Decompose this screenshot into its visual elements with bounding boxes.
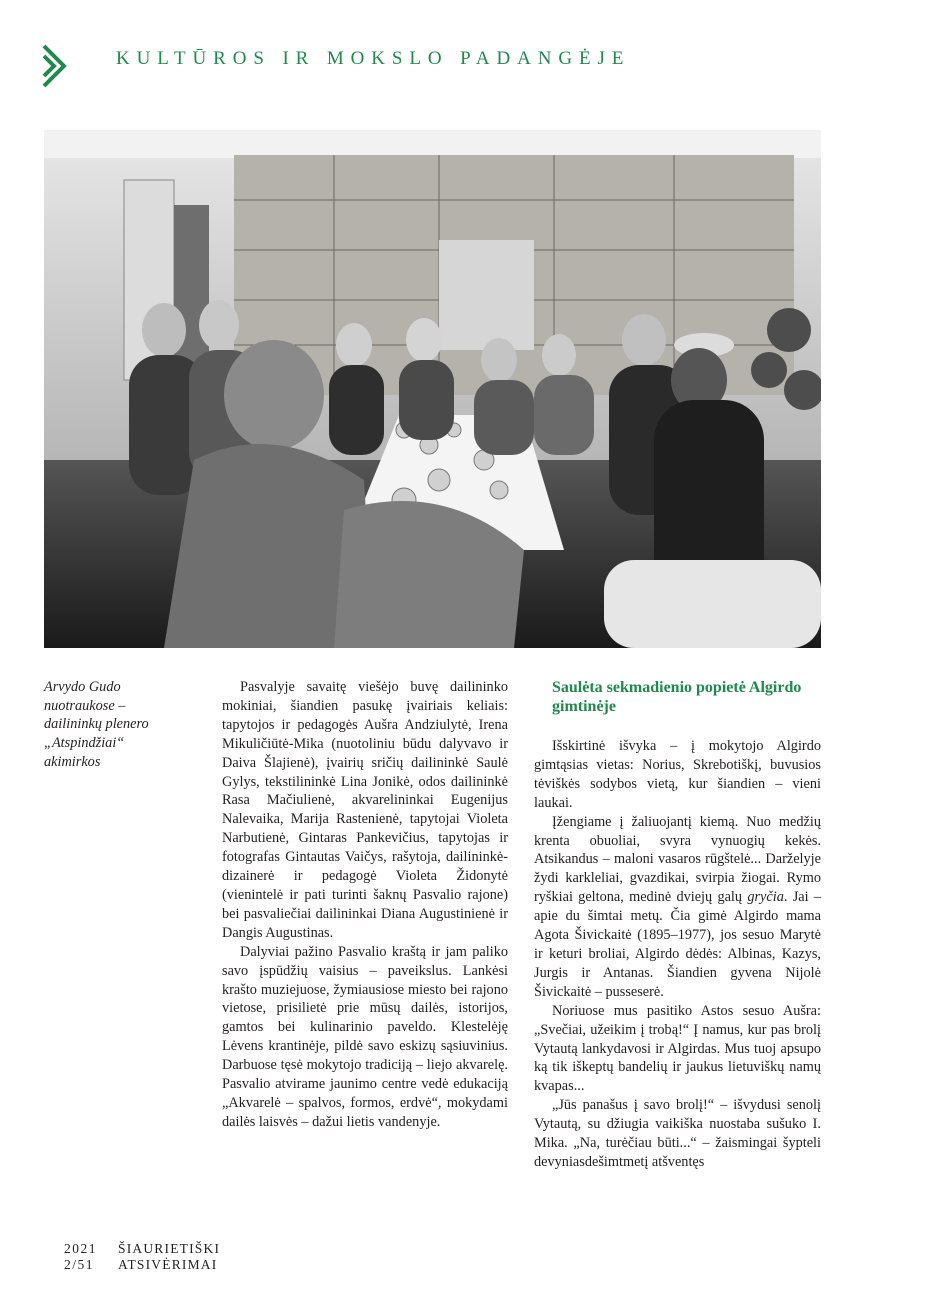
year: 2021 (64, 1241, 97, 1256)
caption-line: akimirkos (44, 753, 101, 770)
paragraph (534, 813, 821, 1002)
paragraph: „Jūs panašus į savo brolį!“ – išvydusi senolį Vytautą, su džiugia vaikiška nuostaba sušuko I. Mika. „Na, turėčiau būti...“ – žaismingai šypteli devyniasdešimtmetį atšventęs (534, 1097, 821, 1170)
article-column-2 (534, 737, 821, 1172)
caption-line: nuotraukose – (44, 697, 126, 714)
publication-name (118, 1241, 220, 1273)
paragraph: Išskirtinė išvyka – į mokytojo Algirdo gimtąsias vietas: Norius, Skrebotiškį, buvusios tėviškės sodybos vietą, kur šiandien – vieni laukai. (534, 738, 821, 811)
paragraph-text: Įžengiame į žaliuojantį kiemą. Nuo medžių krenta obuoliai, svyra vynuogių kekės. Atsikandus – maloni vasaros rūgštelė... Darželyje žydi karkleliai, gvazdikai, svirpia žiogai. Rymo ryškiai geltona, medinė dviejų galų (534, 813, 821, 906)
italic-term: gryčia (747, 889, 784, 906)
caption-line: dailininkų plenero (44, 716, 149, 733)
group-photo-image (44, 130, 821, 648)
paragraph-text: . Jai – apie du šimtai metų. Čia gimė Algirdo mama Agota Šivickaitė (1895–1977), jos sesuo Marytė ir keturi broliai, Algirdo dėdės: Albinas, Kazys, Jurgis ir Antanas. Šiandien gyvena Nijolė Šivickaitė – pusseserė. (534, 889, 821, 1000)
issue-number (64, 1241, 112, 1273)
caption-line: Arvydo Gudo (44, 679, 121, 695)
group-photo (44, 130, 821, 648)
article-column-1 (222, 678, 508, 1132)
caption-line: „Atspindžiai“ (44, 735, 125, 752)
publication-line: ATSIVĖRIMAI (118, 1257, 218, 1272)
section-heading: Saulėta sekmadienio popietė Algirdo gimtinėje (552, 679, 802, 715)
paragraph: Pasvalyje savaitę viešėjo buvę dailininko mokiniai, šiandien pasukę įvairiais keliais: tapytojos ir pedagogės Aušra Andziulytė, Irena Mikuličiūtė-Mika (nuotoliniu būdu dalyvavo ir Daiva Šlajienė), įvairių sričių dailininkė Saulė Gylys, tekstilininkė Lina Jonikė, odos dailininkė Rasa Mačiulienė, akvarelininkai Eugenijus Nalevaika, Marija Rastenienė, tapytojai Violeta Narbutienė, Gintaras Pankevičius, tapytojas ir fotografas Gintautas Vaičys, rašytoja, dailininkė-dizainerė ir pedagogė Violeta Židonytė (vienintelė ir pati turinti šaknų Pasvalio rajone) bei pasvaliečiai dailininkai Diana Augustinienė ir Dangis Augustinas. (222, 679, 508, 941)
section-title: KULTŪROS IR MOKSLO PADANGĖJE (116, 48, 631, 69)
paragraph: Noriuose mus pasitiko Astos sesuo Aušra: „Svečiai, užeikim į trobą!“ Į namus, kur pas brolį Vytautą lankydavosi ir Algirdas. Mus tuoj apsupo ką tik iškeptų bandelių ir jaukus lietuviškų namų kvapas... (534, 1002, 821, 1095)
paragraph: Dalyviai pažino Pasvalio kraštą ir jam paliko savo įspūdžių vaisius – paveikslus. Lankėsi krašto muziejuose, žymiausiose miesto bei rajono vietose, prisilietė prie mūsų dailės, istorijos, gamtos bei kulinarinio paveldo. Klestelėję Lėvens krantinėje, pildė savo eskizų sąsiuvinius. Darbuose tęsė mokytojo tradiciją – liejo akvarelę. Pasvalio atvirame jaunimo centre vedė edukaciją „Akvarelė – spalvos, formos, erdvė“, mokydami dailės laisvės – dažui lietis vandenyje. (222, 943, 508, 1130)
issue: 2/51 (64, 1257, 95, 1272)
photo-caption (44, 678, 174, 772)
publication-line: ŠIAURIETIŠKI (118, 1241, 221, 1256)
chevron-right-icon (42, 44, 68, 88)
